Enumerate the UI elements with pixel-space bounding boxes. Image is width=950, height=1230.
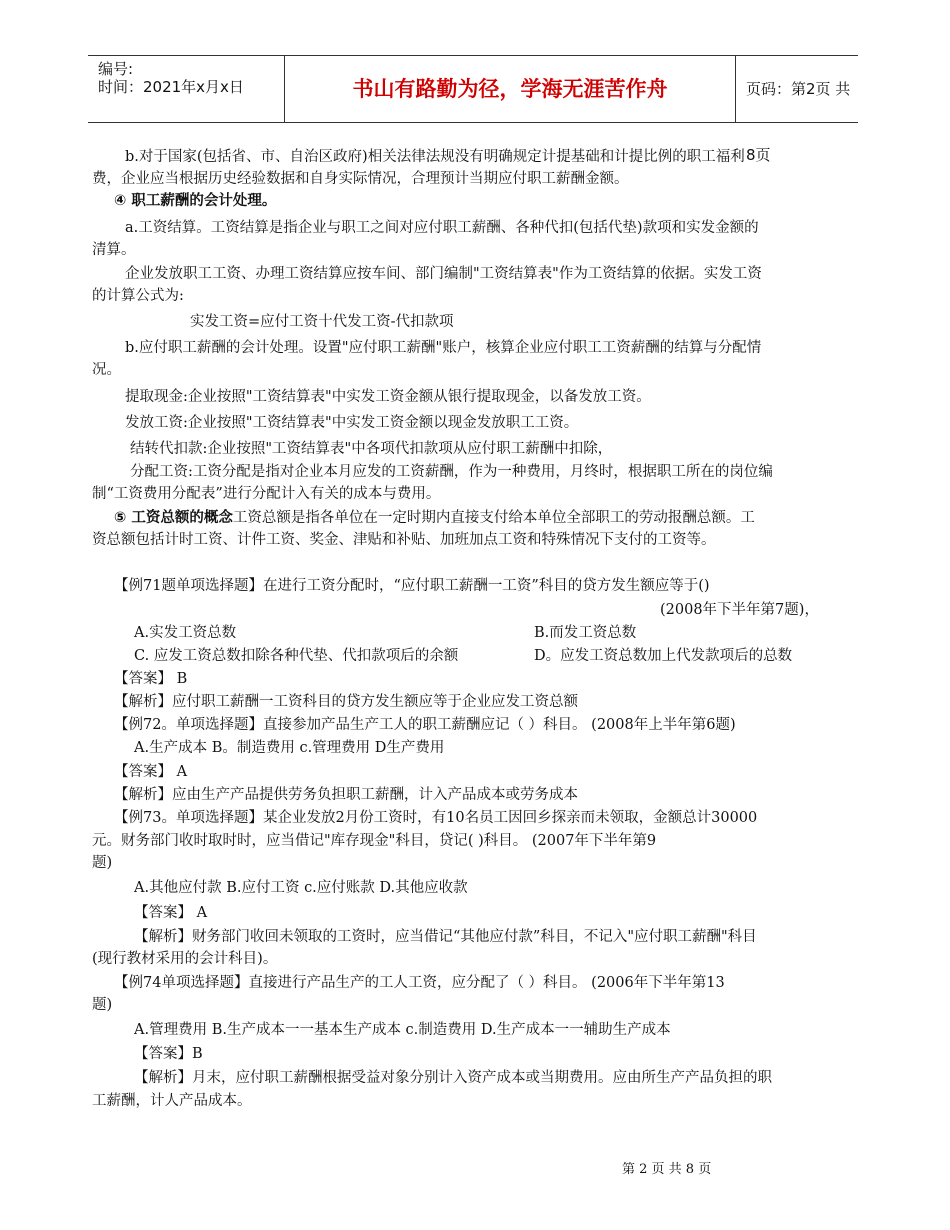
paragraph-line: 况。	[92, 362, 121, 378]
question-stem: 元。财务部门收时取时时，应当借记"库存现金"科目，贷记( )科目。 (2007年下半年第9	[92, 833, 657, 849]
paragraph-line: 费，企业应当根据历史经验数据和自身实际情况，合理预计当期应付职工薪酬金额。	[92, 171, 629, 187]
paragraph-line: 清算。	[92, 242, 136, 258]
analysis: 【解析】应由生产产品提供劳务负担职工薪酬，计入产品成本或劳务成本	[114, 787, 578, 803]
section-heading: ⑤ 工资总额的概念	[114, 510, 233, 526]
options: A.其他应付款 B.应付工资 c.应付账款 D.其他应收款	[134, 880, 468, 896]
analysis: 【解析】月末，应付职工薪酬根据受益对象分别计入资产成本或当期费用。应由所生产产品负担的职	[134, 1070, 772, 1086]
answer: 【答案】B	[134, 1046, 203, 1062]
header-page-info: 页码：第2页 共8页	[746, 80, 851, 164]
paragraph-line: b.对于国家(包括省、市、自治区政府)相关法律法规没有明确规定计提基础和计提比例的职工福利	[125, 149, 745, 165]
option-a: A.实发工资总数	[134, 625, 237, 641]
analysis: 【解析】应付职工薪酬一工资科目的贷方发生额应等于企业应发工资总额	[114, 694, 578, 710]
time-label: 时间：2021年x月x日	[98, 78, 244, 96]
paragraph-line: 结转代扣款:企业按照"工资结算表"中各项代扣款项从应付职工薪酬中扣除，	[130, 441, 613, 457]
paragraph-line: a.工资结算。工资结算是指企业与职工之间对应付职工薪酬、各种代扣(包括代垫)款项和实发金额的	[125, 220, 759, 236]
options: A.管理费用 B.生产成本一一基本生产成本 c.制造费用 D.生产成本一一辅助生产成本	[134, 1022, 671, 1038]
question-stem: 【例72。单项选择题】直接参加产品生产工人的职工薪酬应记（ ）科目。 (2008年上半年第6题)	[114, 717, 736, 733]
paragraph-line: 发放工资:企业按照"工资结算表"中实发工资金额以现金发放职工工资。	[125, 415, 579, 431]
analysis: 【解析】财务部门收回未领取的工资时，应当借记“其他应付款”科目，不记入"应付职工薪酬"科目	[134, 929, 757, 945]
paragraph-line: 企业发放职工工资、办理工资结算应按车间、部门编制"工资结算表"作为工资结算的依据。实发工资	[125, 266, 762, 282]
header-meta	[88, 56, 284, 122]
paragraph-line: b.应付职工薪酬的会计处理。设置"应付职工薪酬"账户，核算企业应付职工工资薪酬的结算与分配情	[125, 340, 762, 356]
code-label: 编号:	[98, 60, 134, 78]
question-stem: 【例73。单项选择题】某企业发放2月份工资时，有10名员工因回乡探亲而未领取，金额总计30000	[114, 810, 758, 826]
paragraph-line: 分配工资:工资分配是指对企业本月应发的工资薪酬，作为一种费用，月终时，根据职工所在的岗位编	[130, 464, 773, 480]
question-stem: 【例74单项选择题】直接进行产品生产的工人工资，应分配了（ ）科目。 (2006年下半年第13	[114, 975, 725, 991]
formula: 实发工资=应付工资十代发工资-代扣款项	[190, 314, 454, 330]
paragraph-line: 的计算公式为:	[92, 288, 184, 304]
analysis: (现行教材采用的会计科目)。	[92, 951, 278, 967]
question-source: (2008年下半年第7题)，	[660, 602, 819, 618]
option-b: B.而发工资总数	[534, 625, 637, 641]
answer: 【答案】 B	[114, 671, 188, 687]
paragraph-line	[114, 507, 755, 529]
section-heading: ④ 职工薪酬的会计处理。	[114, 193, 277, 209]
question-stem: 题)	[92, 997, 113, 1013]
paragraph-line: 制“工资费用分配表”进行分配计入有关的成本与费用。	[92, 486, 441, 502]
header-motto: 书山有路勤为径，学海无涯苦作舟	[284, 56, 736, 122]
option-c: C. 应发工资总数扣除各种代垫、代扣款项后的余额	[134, 648, 459, 664]
page-footer: 第 2 页 共 8 页	[622, 1162, 712, 1177]
option-d: D。应发工资总数加上代发款项后的总数	[534, 648, 793, 664]
options: A.生产成本 B。制造费用 c.管理费用 D生产费用	[134, 740, 445, 756]
answer: 【答案】 A	[114, 764, 188, 780]
answer: 【答案】 A	[134, 905, 208, 921]
paragraph-line: 资总额包括计时工资、计件工资、奖金、津贴和补贴、加班加点工资和特殊情况下支付的工资等。	[92, 532, 716, 548]
question-stem: 题)	[92, 855, 113, 871]
paragraph-line: 提取现金:企业按照"工资结算表"中实发工资金额从银行提取现金，以备发放工资。	[125, 389, 651, 405]
paragraph-text: 工资总额是指各单位在一定时期内直接支付给本单位全部职工的劳动报酬总额。工	[232, 510, 755, 526]
analysis: 工薪酬，计人产品成本。	[92, 1093, 252, 1109]
question-stem: 【例71题单项选择题】在进行工资分配时，“应付职工薪酬一工资”科目的贷方发生额应等于()	[114, 578, 710, 594]
